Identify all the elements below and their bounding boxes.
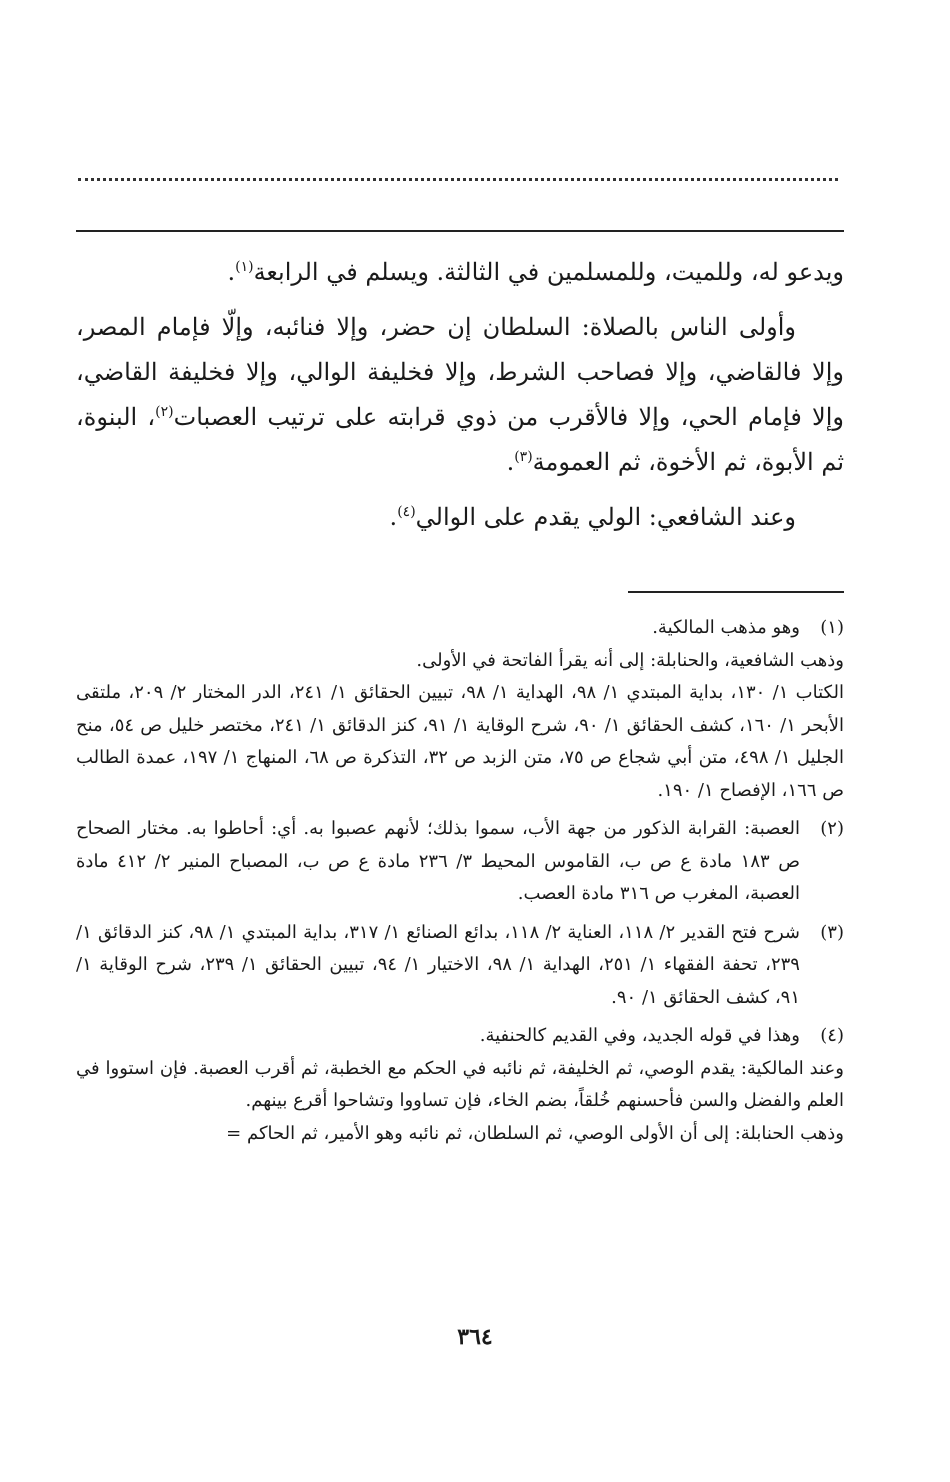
footnote-number: (٣) [820, 921, 844, 943]
footnote-2 [76, 813, 844, 911]
footnote-3 [76, 917, 844, 1015]
footnote-number: (٤) [820, 1025, 844, 1046]
paragraph-3: وعند الشافعي: الولي يقدم على الوالي$^{(٤)}$. [389, 503, 796, 531]
footnote-ref-2[interactable]: (٢) [155, 404, 174, 420]
footnote-text: العصبة: القرابة الذكور من جهة الأب، سموا بذلك؛ لأنهم عصبوا به. أي: أحاطوا به. مختار الصحاح ص ١٨٣ مادة ع ص ب، القاموس المحيط ٣/ ٢٣٦ مادة ع ص ب، المصباح المنير ٢/ ٤١٢ مادة العصبة، المغرب ص ٣١٦ مادة العصب. [76, 818, 800, 904]
footnote-text: وهذا في قوله الجديد، وفي القديم كالحنفية. [479, 1025, 800, 1046]
footnote-number: (٢) [820, 818, 844, 839]
page-number: ٣٦٤ [457, 1324, 493, 1350]
footnote-4 [76, 1020, 844, 1150]
footnote-text: الكتاب ١/ ١٣٠، بداية المبتدي ١/ ٩٨، الهداية ١/ ٩٨، تبيين الحقائق ١/ ٢٤١، الدر المختار ٢/ ٢٠٩، ملتقى الأبحر ١/ ١٦٠، كشف الحقائق ١/ ٩٠، شرح الوقاية ١/ ٩١، كنز الدقائق ١/ ٢٤١، مختصر خليل ص ٥٤، منح الجليل ١/ ٤٩٨، متن أبي شجاع ص ٧٥، متن الزبد ص ٣٢، التذكرة ص ٦٨، المنهاج ١/ ١٩٧، عمدة الطالب ص ١٦٦، الإفصاح ١/ ١٩٠. [76, 682, 844, 801]
footnote-ref-4[interactable]: (٤) [397, 504, 416, 520]
top-rule [76, 230, 844, 232]
footnote-text: وذهب الشافعية، والحنابلة: إلى أنه يقرأ الفاتحة في الأولى. [416, 649, 844, 671]
footnotes [76, 612, 844, 1156]
footnote-number: (١) [820, 617, 844, 638]
footnote-rule [628, 591, 844, 593]
footnote-text: وعند المالكية: يقدم الوصي، ثم الخليفة، ثم نائبه في الحكم مع الخطبة، ثم أقرب العصبة. فإن استووا في العلم والفضل والسن فأحسنهم خُلقاً، بضم الخاء، فإن تساووا وتشاحوا أقرع بينهم. [76, 1057, 844, 1111]
footnote-text: شرح فتح القدير ٢/ ١١٨، العناية ٢/ ١١٨، بدائع الصنائع ١/ ٣١٧، بداية المبتدي ١/ ٩٨، كنز الدقائق ١/ ٢٣٩، تحفة الفقهاء ١/ ٢٥١، الهداية ١/ ٩٨، الاختيار ١/ ٩٤، تبيين الحقائق ١/ ٢٣٩، شرح الوقاية ١/ ٩١، كشف الحقائق ١/ ٩٠. [76, 921, 800, 1008]
footnote-ref-1[interactable]: (١) [235, 259, 254, 275]
main-text [76, 250, 844, 550]
footnote-1 [76, 612, 844, 807]
footnote-ref-3[interactable]: (٣) [514, 449, 533, 465]
paragraph-1: ويدعو له، وللميت، وللمسلمين في الثالثة. ويسلم في الرابعة$^{(١)}$. [227, 258, 844, 286]
dotted-separator [78, 178, 838, 181]
footnote-text: وهو مذهب المالكية. [652, 617, 800, 638]
footnote-text: وذهب الحنابلة: إلى أن الأولى الوصي، ثم السلطان، ثم نائبه وهو الأمير، ثم الحاكم = [226, 1122, 844, 1144]
paragraph-2: وأولى الناس بالصلاة: السلطان إن حضر، وإلا فنائبه، وإلّا فإمام المصر، وإلا فالقاضي، وإلا فصاحب الشرط، وإلا فخليفة الوالي، وإلا فخليفة القاضي، وإلا فإمام الحي، وإلا فالأقرب من ذوي قرابته على ترتيب العصبات$^{(٢)}$، البنوة، ثم الأبوة، ثم الأخوة، ثم العمومة$^{(٣)}$. [76, 313, 845, 476]
